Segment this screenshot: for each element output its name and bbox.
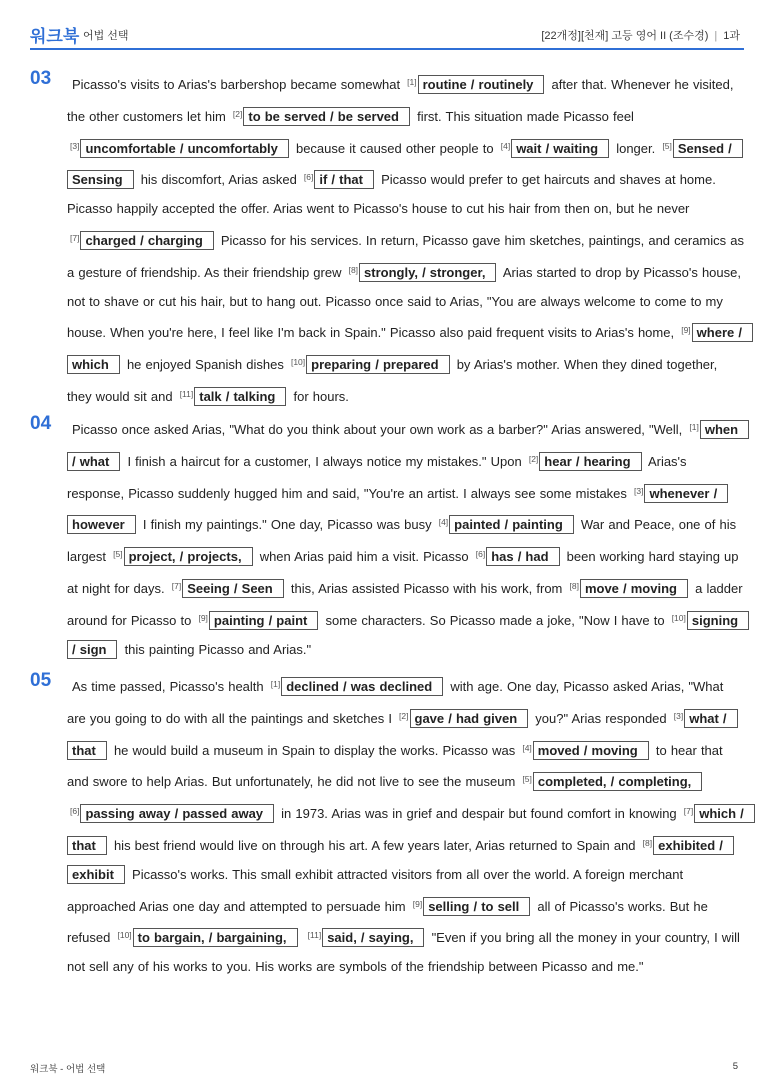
passage-text: his best friend would live on through his art. A few years later, Arias returned to Spain and xyxy=(109,837,640,853)
question-marker: [1] xyxy=(270,679,281,689)
passage-text: first. This situation made Picasso feel xyxy=(412,108,634,124)
passage-text: Picasso would prefer to get haircuts and shaves at home. Picasso happily accepted the offer. Arias went to Picasso's house to cut his hair from then on, but he never xyxy=(67,172,716,217)
answer-choice-box[interactable]: Seeing / Seen xyxy=(182,579,284,598)
question-marker: [5] xyxy=(113,549,123,560)
passage-text: after that. Whenever he visited, the other customers let him xyxy=(67,77,734,124)
question-marker: [3] xyxy=(673,710,684,721)
answer-choice-box[interactable]: selling / to sell xyxy=(423,897,530,916)
question-marker: [9] xyxy=(198,612,208,623)
question-marker: [11] xyxy=(307,930,322,941)
passage-text: when Arias paid him a visit. Picasso xyxy=(255,549,473,565)
passage-text: I finish a haircut for a customer, I always notice my mistakes." Upon xyxy=(123,453,526,469)
section-number: 04 xyxy=(30,413,52,434)
section-05 xyxy=(30,670,744,982)
brand-title: 워크북 xyxy=(30,27,80,46)
passage-text: he would build a museum in Spain to display the works. Picasso was xyxy=(109,742,520,758)
passage-text: Arias's response, Picasso suddenly hugged him and said, "You're an artist. I always see some mistakes xyxy=(67,453,687,501)
section-paragraph xyxy=(67,413,744,664)
question-marker: [9] xyxy=(681,325,691,336)
section-number: 05 xyxy=(30,670,52,691)
answer-choice-box[interactable]: has / had xyxy=(486,547,559,566)
section-number: 03 xyxy=(30,68,52,89)
question-marker: [11] xyxy=(179,388,194,399)
question-marker: [2] xyxy=(232,108,243,119)
question-marker: [6] xyxy=(475,549,486,560)
passage-text: Picasso's visits to Arias's barbershop became somewhat xyxy=(72,77,405,92)
question-marker: [8] xyxy=(569,580,579,591)
answer-choice-box[interactable]: painting / paint xyxy=(209,611,318,630)
answer-choice-box[interactable]: which / that xyxy=(67,804,755,855)
answer-choice-box[interactable]: signing / sign xyxy=(67,611,749,659)
page-number: 5 xyxy=(732,1061,738,1072)
answer-choice-box[interactable]: to bargain, / bargaining, xyxy=(133,928,298,947)
passage-text: this painting Picasso and Arias." xyxy=(120,641,312,657)
header-separator: | xyxy=(714,30,718,42)
passage-text: longer. xyxy=(612,140,660,156)
passage-text: some characters. So Picasso made a joke, "Now I have to xyxy=(321,612,669,628)
passage-text: this, Arias assisted Picasso with his work, from xyxy=(286,580,567,596)
page-header xyxy=(30,22,744,50)
answer-choice-box[interactable]: moved / moving xyxy=(533,741,649,760)
answer-choice-box[interactable]: talk / talking xyxy=(194,387,286,406)
passage-text: with age. One day, Picasso asked Arias, "What are you going to do with all the paintings and sketches I xyxy=(67,679,724,726)
question-marker: [10] xyxy=(671,612,686,623)
passage-text: As time passed, Picasso's health xyxy=(72,679,268,694)
question-marker: [9] xyxy=(412,898,423,909)
question-marker: [2] xyxy=(399,710,409,721)
passage-text: you?" Arias responded xyxy=(531,710,671,726)
passage-text: I finish my paintings." One day, Picasso was busy xyxy=(138,517,436,533)
question-marker: [3] xyxy=(634,485,644,496)
answer-choice-box[interactable]: painted / painting xyxy=(449,515,574,534)
question-marker: [5] xyxy=(662,140,672,151)
question-marker: [7] xyxy=(683,806,694,817)
answer-choice-box[interactable]: passing away / passed away xyxy=(80,804,274,823)
question-marker: [1] xyxy=(407,77,417,87)
passage-text: to hear that and swore to help Arias. But unfortunately, he did not live to see the museum xyxy=(67,742,723,790)
question-marker: [10] xyxy=(117,930,132,941)
passage-text: Picasso once asked Arias, "What do you think about your own work as a barber?" Arias answered, "Well, xyxy=(72,422,687,437)
answer-choice-box[interactable]: hear / hearing xyxy=(539,452,641,471)
passage-text: been working hard staying up at night for days. xyxy=(67,549,739,596)
passage-text: because it caused other people to xyxy=(291,140,498,156)
passage-text: Picasso's works. This small exhibit attracted visitors from all over the world. A foreign merchant approached Arias one day and attempted to persuade him xyxy=(67,866,684,914)
question-marker: [8] xyxy=(642,837,653,848)
question-marker: [7] xyxy=(70,232,80,243)
answer-choice-box[interactable]: what / that xyxy=(67,709,738,760)
answer-choice-box[interactable]: wait / waiting xyxy=(511,139,609,158)
passage-text: "Even if you bring all the money in your country, I will not sell any of his works to you. His works are symbols of the friendship between Picasso and me." xyxy=(67,930,740,975)
passage-text: Picasso for his services. In return, Picasso gave him sketches, paintings, and ceramics as a gesture of friendship. As their friendship grew xyxy=(67,232,744,280)
question-marker: [4] xyxy=(522,742,532,753)
passage-text: for hours. xyxy=(289,388,349,404)
course-info xyxy=(541,27,740,43)
question-marker: [3] xyxy=(70,140,80,151)
section-paragraph xyxy=(67,68,744,412)
answer-choice-box[interactable]: Sensed / Sensing xyxy=(67,139,743,190)
section-paragraph xyxy=(67,670,744,982)
answer-choice-box[interactable]: said, / saying, xyxy=(322,928,424,947)
question-marker: [5] xyxy=(522,774,532,785)
answer-choice-box[interactable]: exhibited / exhibit xyxy=(67,836,734,884)
answer-choice-box[interactable]: to be served / be served xyxy=(243,107,410,126)
course-title: [22개정][천재] 고등 영어 II (조수경) xyxy=(541,30,709,42)
passage-text: he enjoyed Spanish dishes xyxy=(122,357,288,373)
answer-choice-box[interactable]: move / moving xyxy=(580,579,688,598)
passage-text: War and Peace, one of his largest xyxy=(67,517,737,565)
section-03 xyxy=(30,68,744,412)
question-marker: [4] xyxy=(500,140,511,151)
answer-choice-box[interactable]: routine / routinely xyxy=(418,75,545,94)
question-marker: [10] xyxy=(290,357,306,368)
answer-choice-box[interactable]: gave / had given xyxy=(410,709,529,728)
answer-choice-box[interactable]: project, / projects, xyxy=(124,547,253,566)
answer-choice-box[interactable]: completed, / completing, xyxy=(533,772,702,791)
passage-text: all of Picasso's works. But he refused xyxy=(67,898,708,946)
question-marker: [7] xyxy=(171,580,182,591)
question-marker: [1] xyxy=(689,422,699,432)
question-marker: [8] xyxy=(348,264,359,275)
answer-choice-box[interactable]: declined / was declined xyxy=(281,677,443,696)
brand-subtitle: 어법 선택 xyxy=(83,30,129,42)
answer-choice-box[interactable]: if / that xyxy=(314,170,374,189)
footer-label: 워크북 - 어법 선택 xyxy=(30,1064,106,1075)
question-marker: [6] xyxy=(303,172,314,183)
question-marker: [4] xyxy=(438,517,449,528)
passage-text: in 1973. Arias was in grief and despair but found comfort in knowing xyxy=(277,806,681,822)
passage-text: his discomfort, Arias asked xyxy=(136,172,301,188)
answer-choice-box[interactable]: uncomfortable / uncomfortably xyxy=(80,139,288,158)
passage-text: Arias started to drop by Picasso's house, not to shave or cut his hair, but to hang out. Picasso once said to Arias, "You are always welcome to come to my house. When you're here, I feel like I'm back in Spain." Picasso also paid frequent visits to Arias's home, xyxy=(67,264,741,341)
answer-choice-box[interactable]: whenever / however xyxy=(67,484,728,535)
answer-choice-box[interactable]: strongly, / stronger, xyxy=(359,263,496,282)
lesson-label: 1과 xyxy=(723,30,740,42)
question-marker: [6] xyxy=(70,806,80,817)
answer-choice-box[interactable]: charged / charging xyxy=(80,231,213,250)
passage-text xyxy=(301,930,305,945)
passage-text: by Arias's mother. When they dined together, they would sit and xyxy=(67,357,718,404)
answer-choice-box[interactable]: where / which xyxy=(67,323,753,374)
passage-text: a ladder around for Picasso to xyxy=(67,580,743,628)
answer-choice-box[interactable]: preparing / prepared xyxy=(306,355,449,374)
section-04 xyxy=(30,413,744,664)
question-marker: [2] xyxy=(528,453,539,464)
answer-choice-box[interactable]: when / what xyxy=(67,420,749,471)
